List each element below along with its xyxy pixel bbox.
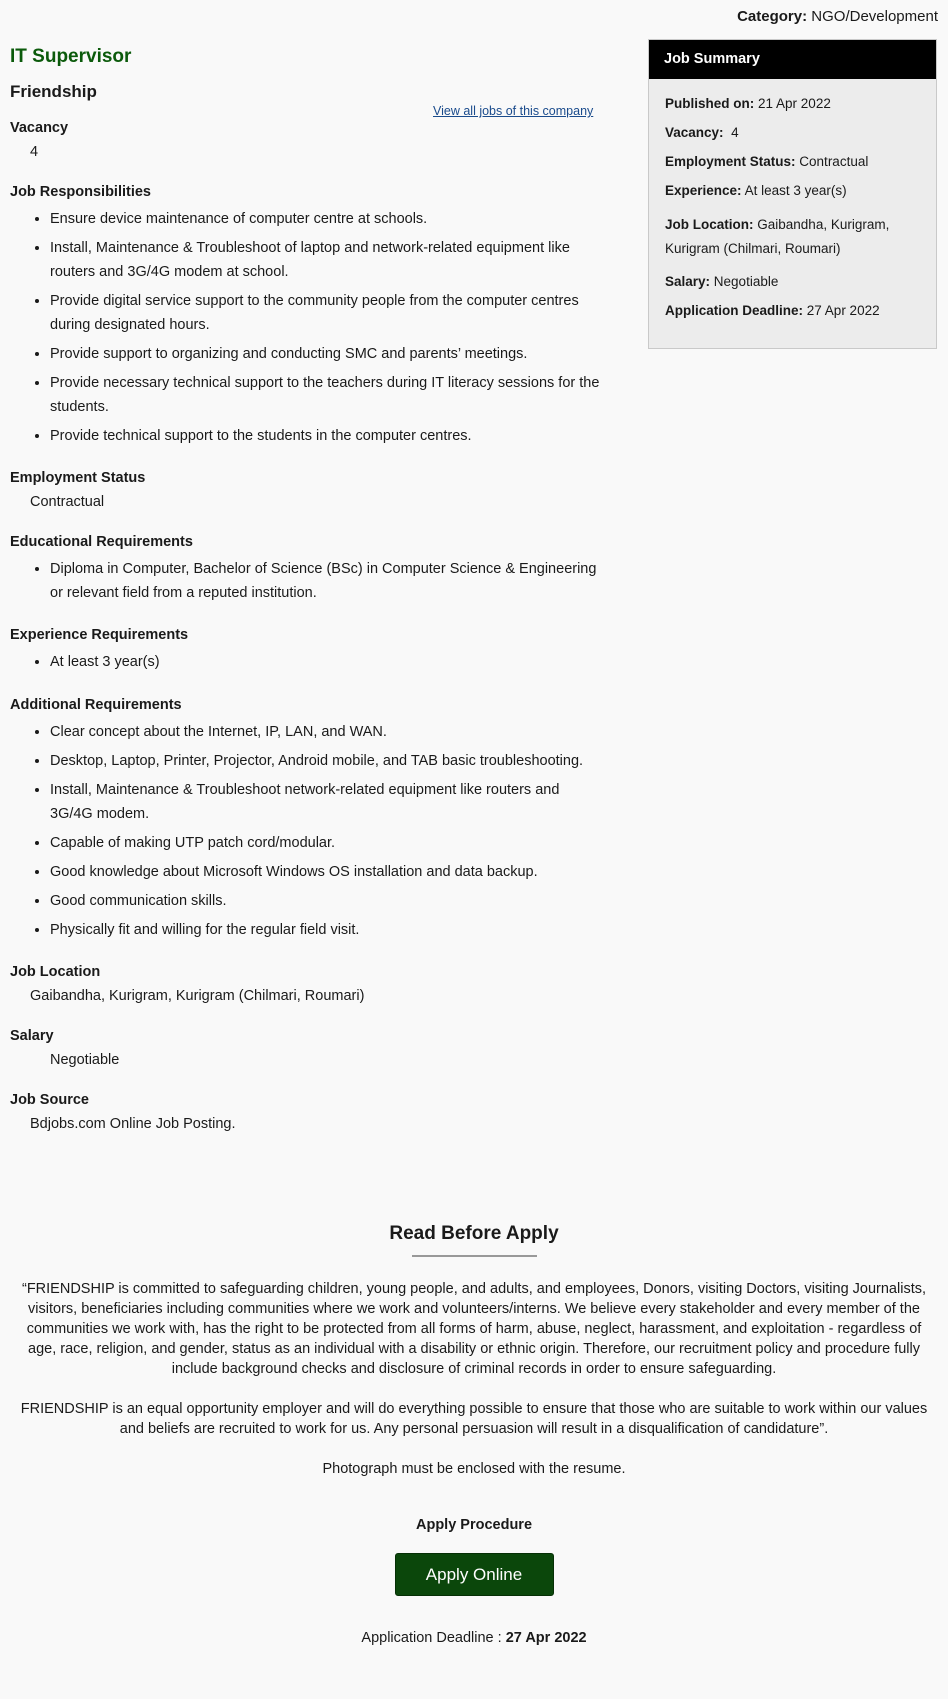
summary-employment-status — [665, 150, 925, 174]
list-item: • Provide support to organizing and conducting SMC and parents’ meetings. — [50, 342, 600, 366]
list-item: • Install, Maintenance & Troubleshoot network-related equipment like routers and 3G/4G modem. — [50, 778, 600, 826]
education-list — [10, 557, 600, 605]
summary-label: Employment Status: — [665, 154, 796, 169]
photograph-note: Photograph must be enclosed with the resume. — [322, 1461, 626, 1477]
safeguarding-paragraph: “FRIENDSHIP is committed to safeguarding children, young people, and adults, and employees, Donors, visiting Doctors, visiting Journalists, visitors, beneficiaries including communities where we work and volunteers/interns. We believe every stakeholder and every member of the communities we work with, has the right to be protected from all forms of harm, abuse, neglect, harassment, and exploitation - regardless of age, race, religion, and gender, status as an individual with a disability or ethnic origin. Therefore, our recruitment policy and procedure fully include background checks and disclosure of criminal records in order to ensure safeguarding. — [22, 1281, 926, 1377]
apply-procedure-heading: Apply Procedure — [415, 1517, 533, 1533]
section-heading: Additional Requirements — [10, 697, 182, 713]
location-value: Gaibandha, Kurigram, Kurigram (Chilmari, Roumari) — [30, 988, 365, 1004]
read-before-apply-title: Read Before Apply — [389, 1223, 559, 1244]
list-item: • Good communication skills. — [50, 889, 600, 913]
list-item: • Physically fit and willing for the regular field visit. — [50, 918, 600, 942]
section-heading: Employment Status — [10, 470, 146, 486]
job-summary-panel — [648, 39, 937, 349]
location-section — [10, 964, 600, 1004]
read-before-apply — [0, 1223, 948, 1646]
summary-salary — [665, 270, 925, 294]
summary-experience — [665, 179, 925, 203]
responsibilities-section — [10, 184, 600, 448]
list-item: • Clear concept about the Internet, IP, LAN, and WAN. — [50, 720, 600, 744]
job-title: IT Supervisor — [10, 46, 132, 67]
summary-value: 27 Apr 2022 — [806, 303, 880, 318]
summary-value: Gaibandha, Kurigram, Kurigram (Chilmari, Roumari) — [665, 217, 890, 256]
source-section — [10, 1092, 600, 1132]
summary-label: Application Deadline: — [665, 303, 804, 318]
job-details — [10, 46, 600, 1132]
view-all-jobs-link[interactable]: View all jobs of this company — [433, 104, 594, 118]
education-section — [10, 534, 600, 605]
summary-label: Published on: — [665, 96, 755, 111]
summary-value: At least 3 year(s) — [744, 183, 847, 198]
summary-deadline — [665, 299, 925, 323]
section-heading: Salary — [10, 1028, 54, 1044]
section-heading: Job Source — [10, 1092, 89, 1108]
summary-value: 21 Apr 2022 — [758, 96, 831, 111]
summary-label: Vacancy: — [665, 125, 724, 140]
list-item: • Good knowledge about Microsoft Windows OS installation and data backup. — [50, 860, 600, 884]
company-name: Friendship — [10, 82, 97, 101]
job-summary-title: Job Summary — [649, 40, 936, 79]
application-deadline — [0, 1630, 948, 1646]
list-item: • At least 3 year(s) — [50, 650, 600, 674]
section-heading: Job Location — [10, 964, 101, 980]
summary-label: Salary: — [665, 274, 711, 289]
summary-vacancy — [665, 121, 925, 145]
divider — [412, 1255, 537, 1257]
list-item: • Provide necessary technical support to the teachers during IT literacy sessions for the students. — [50, 371, 600, 419]
list-item: • Install, Maintenance & Troubleshoot of laptop and network-related equipment like routers and 3G/4G modem at school. — [50, 236, 600, 284]
deadline-label: Application Deadline : — [361, 1630, 502, 1646]
experience-section — [10, 627, 600, 674]
summary-value: Contractual — [799, 154, 869, 169]
list-item: • Desktop, Laptop, Printer, Projector, Android mobile, and TAB basic troubleshooting. — [50, 749, 600, 773]
list-item: • Ensure device maintenance of computer centre at schools. — [50, 207, 600, 231]
summary-label: Job Location: — [665, 217, 754, 232]
experience-list — [10, 650, 600, 674]
source-value: Bdjobs.com Online Job Posting. — [30, 1116, 236, 1132]
equal-opportunity-paragraph: FRIENDSHIP is an equal opportunity employer and will do everything possible to ensure that those who are suitable to work within our values and beliefs are recruited to work for us. Any personal persuasion will result in a disqualification of candidature”. — [20, 1401, 928, 1437]
list-item: • Diploma in Computer, Bachelor of Science (BSc) in Computer Science & Engineering or relevant field from a reputed institution. — [50, 557, 600, 605]
summary-label: Experience: — [665, 183, 742, 198]
section-heading: Experience Requirements — [10, 627, 189, 643]
summary-value: 4 — [731, 125, 739, 140]
list-item: • Capable of making UTP patch cord/modular. — [50, 831, 600, 855]
salary-value: Negotiable — [50, 1052, 120, 1068]
deadline-value: 27 Apr 2022 — [505, 1630, 587, 1646]
additional-section — [10, 697, 600, 942]
apply-online-button[interactable]: Apply Online — [395, 1553, 554, 1596]
responsibilities-list — [10, 207, 600, 448]
employment-status-section — [10, 470, 600, 510]
section-heading: Vacancy — [10, 120, 69, 136]
section-heading: Educational Requirements — [10, 534, 193, 550]
category-label: Category: — [737, 8, 808, 25]
salary-section — [10, 1028, 600, 1068]
additional-list — [10, 720, 600, 942]
summary-published — [665, 92, 925, 116]
employment-status-value: Contractual — [30, 494, 105, 510]
list-item: • Provide technical support to the students in the computer centres. — [50, 424, 600, 448]
summary-location — [665, 213, 925, 261]
list-item: • Provide digital service support to the community people from the computer centres during designated hours. — [50, 289, 600, 337]
vacancy-section — [10, 120, 600, 160]
category-value: NGO/Development — [811, 8, 938, 25]
category — [737, 8, 938, 25]
summary-value: Negotiable — [713, 274, 779, 289]
vacancy-value: 4 — [30, 144, 39, 160]
section-heading: Job Responsibilities — [10, 184, 151, 200]
